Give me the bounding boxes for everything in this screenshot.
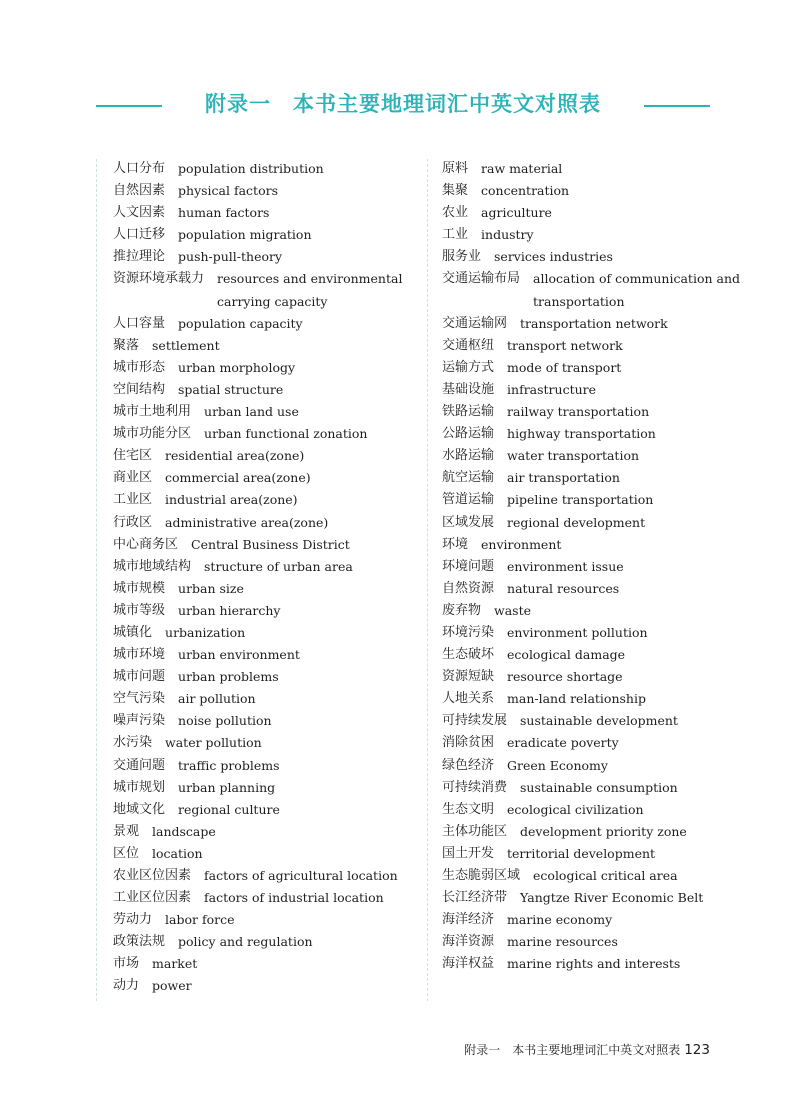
term-chinese: 交通运输网: [442, 315, 508, 331]
title-prefix: 附录一: [205, 92, 271, 116]
term-english: environment: [481, 536, 562, 552]
term-english: commercial area(zone): [165, 470, 311, 486]
glossary-entry: [442, 202, 742, 224]
term-chinese: 农业区位因素: [113, 868, 192, 883]
glossary-entry: [442, 578, 742, 600]
term-chinese: 行政区: [113, 514, 153, 530]
term-english: ecological civilization: [507, 801, 644, 817]
term-chinese: 政策法规: [113, 934, 166, 950]
term-english: pipeline transportation: [507, 492, 654, 508]
term-english: urban morphology: [178, 359, 296, 375]
term-english: human factors: [178, 205, 270, 221]
term-chinese: 废弃物: [442, 602, 482, 618]
glossary-entry: [442, 887, 742, 909]
glossary-entry: [442, 158, 742, 180]
term-english: regional development: [507, 514, 646, 530]
term-chinese: 生态文明: [442, 801, 495, 817]
term-english: environment pollution: [507, 624, 648, 640]
term-chinese: 农业: [442, 205, 469, 221]
term-english: industry: [481, 227, 534, 243]
term-english: man-land relationship: [507, 691, 646, 707]
glossary-entry: [113, 423, 423, 445]
glossary-entry: [113, 534, 423, 556]
glossary-entry: [442, 512, 742, 534]
glossary-entry: [113, 556, 423, 578]
glossary-entry: [442, 556, 742, 578]
glossary-entry: [113, 732, 423, 754]
term-chinese: 空气污染: [113, 691, 166, 707]
term-english: urban land use: [204, 404, 299, 420]
glossary-column-left: [113, 158, 423, 998]
title-text: [96, 82, 710, 126]
term-chinese: 主体功能区: [442, 823, 508, 839]
term-chinese: 区位: [113, 845, 140, 861]
glossary-entry: [442, 357, 742, 379]
term-english: transport network: [507, 337, 623, 353]
glossary-entry: [113, 865, 423, 887]
term-english: railway transportation: [507, 404, 650, 420]
term-chinese: 管道运输: [442, 492, 495, 508]
term-english: environment issue: [507, 558, 624, 574]
glossary-entry: [113, 666, 423, 688]
glossary-entry: [442, 180, 742, 202]
term-english: natural resources: [507, 580, 620, 596]
glossary-entry: [442, 777, 742, 799]
term-chinese: 自然因素: [113, 183, 166, 199]
glossary-entry: [113, 755, 423, 777]
term-chinese: 市场: [113, 956, 140, 972]
glossary-entry: [442, 423, 742, 445]
term-english: spatial structure: [178, 381, 284, 397]
term-chinese: 城市规划: [113, 779, 166, 795]
glossary-entry: [442, 534, 742, 556]
term-english: location: [152, 845, 203, 861]
term-chinese: 交通问题: [113, 757, 166, 773]
glossary-entry: [442, 644, 742, 666]
term-english: industrial area(zone): [165, 492, 298, 508]
term-english: market: [152, 956, 198, 972]
term-english: air pollution: [178, 691, 256, 707]
term-english: urban functional zonation: [204, 426, 368, 442]
term-chinese: 商业区: [113, 470, 153, 486]
glossary-entry: [113, 644, 423, 666]
term-english: sustainable development: [520, 713, 678, 729]
term-english: population distribution: [178, 161, 324, 176]
glossary-entry: [442, 710, 742, 732]
term-chinese: 人文因素: [113, 205, 166, 221]
term-chinese: 资源短缺: [442, 669, 495, 685]
term-english: landscape: [152, 823, 216, 839]
glossary-entry: [442, 622, 742, 644]
term-english: population migration: [178, 227, 312, 243]
term-chinese: 噪声污染: [113, 713, 166, 729]
glossary-entry: [113, 401, 423, 423]
term-chinese: 可持续消费: [442, 779, 508, 795]
term-chinese: 公路运输: [442, 426, 495, 442]
glossary-entry: [113, 246, 423, 268]
glossary-entry: [113, 777, 423, 799]
glossary-entry: [113, 180, 423, 202]
term-english: factors of industrial location: [204, 890, 384, 906]
glossary-entry: [113, 357, 423, 379]
glossary-entry: [113, 975, 423, 997]
term-chinese: 城市形态: [113, 359, 166, 375]
glossary-entry: [442, 335, 742, 357]
term-chinese: 人地关系: [442, 691, 495, 707]
term-english: territorial development: [507, 845, 656, 861]
term-english: regional culture: [178, 801, 280, 817]
term-english: infrastructure: [507, 381, 597, 397]
glossary-entry: [442, 313, 742, 335]
term-english: allocation of communication and transportation: [533, 271, 740, 309]
glossary-entry: [113, 710, 423, 732]
term-english: concentration: [481, 183, 570, 199]
glossary-column-right: [442, 158, 742, 975]
glossary-entry: [442, 600, 742, 622]
term-chinese: 绿色经济: [442, 757, 495, 773]
glossary-entry: [442, 467, 742, 489]
glossary-entry: [442, 379, 742, 401]
glossary-entry: [442, 268, 742, 312]
page-footer: [464, 1040, 710, 1060]
term-chinese: 生态脆弱区域: [442, 868, 521, 883]
term-english: marine resources: [507, 934, 618, 950]
term-chinese: 劳动力: [113, 912, 153, 928]
term-chinese: 中心商务区: [113, 536, 179, 552]
glossary-entry: [442, 489, 742, 511]
glossary-entry: [113, 512, 423, 534]
glossary-entry: [113, 931, 423, 953]
term-english: waste: [494, 602, 532, 618]
glossary-entry: [442, 843, 742, 865]
term-english: ecological damage: [507, 647, 626, 663]
term-english: agriculture: [481, 205, 552, 221]
term-chinese: 可持续发展: [442, 713, 508, 729]
term-chinese: 海洋经济: [442, 912, 495, 928]
term-chinese: 空间结构: [113, 381, 166, 397]
term-chinese: 环境污染: [442, 624, 495, 640]
term-chinese: 景观: [113, 823, 140, 839]
term-chinese: 城市规模: [113, 580, 166, 596]
term-english: structure of urban area: [204, 558, 353, 574]
term-english: highway transportation: [507, 426, 656, 442]
glossary-entry: [113, 379, 423, 401]
term-english: ecological critical area: [533, 868, 678, 883]
term-english: settlement: [152, 337, 220, 353]
title-main: 本书主要地理词汇中英文对照表: [293, 92, 601, 116]
term-english: policy and regulation: [178, 934, 313, 950]
term-chinese: 海洋资源: [442, 934, 495, 950]
term-chinese: 国土开发: [442, 845, 495, 861]
term-chinese: 水路运输: [442, 448, 495, 464]
term-english: factors of agricultural location: [204, 868, 398, 883]
term-chinese: 运输方式: [442, 359, 495, 375]
term-chinese: 城市等级: [113, 602, 166, 618]
term-chinese: 航空运输: [442, 470, 495, 486]
term-chinese: 住宅区: [113, 448, 153, 464]
glossary-entry: [113, 335, 423, 357]
term-chinese: 服务业: [442, 249, 482, 265]
term-chinese: 城市土地利用: [113, 404, 192, 420]
term-chinese: 生态破坏: [442, 647, 495, 663]
glossary-entry: [113, 224, 423, 246]
glossary-entry: [442, 909, 742, 931]
term-english: population capacity: [178, 315, 303, 331]
term-english: Green Economy: [507, 757, 608, 773]
term-english: water transportation: [507, 448, 640, 464]
term-chinese: 水污染: [113, 735, 153, 751]
term-chinese: 区域发展: [442, 514, 495, 530]
footer-running-title: 附录一 本书主要地理词汇中英文对照表: [464, 1043, 681, 1057]
page-number: 123: [684, 1042, 710, 1058]
term-chinese: 交通枢纽: [442, 337, 495, 353]
term-english: development priority zone: [520, 823, 687, 839]
term-chinese: 消除贫困: [442, 735, 495, 751]
term-english: noise pollution: [178, 713, 272, 729]
glossary-entry: [113, 887, 423, 909]
term-chinese: 环境: [442, 536, 469, 552]
term-chinese: 工业: [442, 227, 469, 243]
glossary-entry: [113, 489, 423, 511]
term-english: marine rights and interests: [507, 956, 681, 972]
glossary-entry: [442, 224, 742, 246]
term-english: Yangtze River Economic Belt: [520, 890, 704, 906]
term-chinese: 资源环境承载力: [113, 271, 205, 287]
glossary-entry: [113, 445, 423, 467]
term-english: urban hierarchy: [178, 602, 281, 618]
term-chinese: 人口容量: [113, 315, 166, 331]
term-english: urbanization: [165, 624, 246, 640]
term-chinese: 城市问题: [113, 669, 166, 685]
glossary-entry: [442, 246, 742, 268]
term-english: traffic problems: [178, 757, 280, 773]
term-english: water pollution: [165, 735, 262, 751]
glossary-entry: [113, 622, 423, 644]
glossary-entry: [113, 467, 423, 489]
glossary-entry: [113, 202, 423, 224]
glossary-entry: [113, 799, 423, 821]
term-chinese: 推拉理论: [113, 249, 166, 265]
term-english: raw material: [481, 161, 563, 176]
term-english: urban planning: [178, 779, 276, 795]
glossary-entry: [113, 909, 423, 931]
term-chinese: 城市环境: [113, 647, 166, 663]
term-chinese: 城市地域结构: [113, 558, 192, 574]
glossary-entry: [442, 401, 742, 423]
term-english: Central Business District: [191, 536, 350, 552]
column-dashed-divider: [427, 159, 428, 1001]
glossary-entry: [442, 445, 742, 467]
glossary-entry: [442, 755, 742, 777]
term-chinese: 人口分布: [113, 161, 166, 176]
term-chinese: 城镇化: [113, 624, 153, 640]
glossary-entry: [442, 865, 742, 887]
glossary-entry: [442, 666, 742, 688]
glossary-entry: [113, 843, 423, 865]
term-english: air transportation: [507, 470, 620, 486]
glossary-entry: [442, 953, 742, 975]
term-chinese: 地域文化: [113, 801, 166, 817]
term-chinese: 自然资源: [442, 580, 495, 596]
glossary-entry: [113, 821, 423, 843]
term-chinese: 原料: [442, 161, 469, 176]
term-chinese: 城市功能分区: [113, 426, 192, 442]
term-chinese: 聚落: [113, 337, 140, 353]
glossary-entry: [113, 268, 423, 312]
term-chinese: 交通运输布局: [442, 271, 521, 287]
term-english: push-pull-theory: [178, 249, 283, 265]
term-english: services industries: [494, 249, 613, 265]
term-english: transportation network: [520, 315, 668, 331]
page-title: [96, 82, 710, 126]
term-chinese: 环境问题: [442, 558, 495, 574]
term-english: marine economy: [507, 912, 613, 928]
glossary-entry: [442, 688, 742, 710]
glossary-entry: [113, 578, 423, 600]
term-english: resource shortage: [507, 669, 623, 685]
glossary-entry: [113, 688, 423, 710]
title-rule-right: [644, 105, 710, 107]
term-chinese: 人口迁移: [113, 227, 166, 243]
term-english: residential area(zone): [165, 448, 305, 464]
term-chinese: 铁路运输: [442, 404, 495, 420]
glossary-entry: [442, 931, 742, 953]
term-chinese: 集聚: [442, 183, 469, 199]
glossary-entry: [113, 158, 423, 180]
glossary-entry: [442, 732, 742, 754]
term-chinese: 动力: [113, 978, 140, 994]
term-english: power: [152, 978, 192, 994]
glossary-entry: [113, 600, 423, 622]
glossary-entry: [113, 313, 423, 335]
left-dashed-divider: [96, 159, 97, 1001]
term-english: urban size: [178, 580, 244, 596]
term-chinese: 海洋权益: [442, 956, 495, 972]
glossary-entry: [442, 821, 742, 843]
term-english: eradicate poverty: [507, 735, 619, 751]
term-english: labor force: [165, 912, 235, 928]
term-english: sustainable consumption: [520, 779, 678, 795]
term-chinese: 基础设施: [442, 381, 495, 397]
glossary-entry: [113, 953, 423, 975]
term-english: urban problems: [178, 669, 279, 685]
term-english: mode of transport: [507, 359, 622, 375]
term-chinese: 工业区位因素: [113, 890, 192, 906]
term-chinese: 工业区: [113, 492, 153, 508]
term-english: resources and environmental carrying capacity: [217, 271, 403, 309]
term-english: administrative area(zone): [165, 514, 329, 530]
term-english: urban environment: [178, 647, 300, 663]
term-english: physical factors: [178, 183, 278, 199]
glossary-entry: [442, 799, 742, 821]
term-chinese: 长江经济带: [442, 890, 508, 906]
